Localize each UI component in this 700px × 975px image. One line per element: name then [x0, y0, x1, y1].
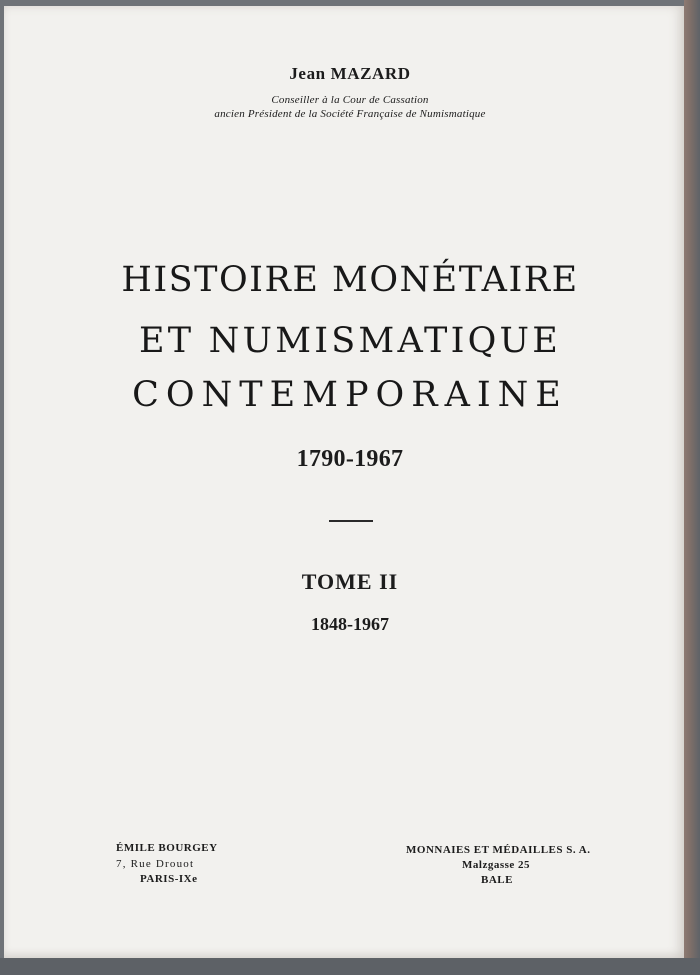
author-affiliation-line-1: Conseiller à la Cour de Cassation	[271, 94, 429, 106]
publisher-paris-city: PARIS-IXe	[140, 873, 198, 885]
publisher-paris-street: 7, Rue Drouot	[116, 858, 195, 870]
title-line-3: CONTEMPORAINE	[132, 375, 568, 415]
volume-period: 1848-1967	[311, 614, 389, 634]
volume-label: TOME II	[301, 569, 399, 594]
scan-background	[0, 958, 700, 975]
title-page	[4, 6, 684, 958]
author-affiliation-line-2: ancien Président de la Société Française de Numismatique	[214, 108, 486, 120]
title-line-1: HISTOIRE MONÉTAIRE	[121, 260, 579, 300]
period-dates: 1790-1967	[296, 446, 404, 472]
publisher-bale-city: BALE	[481, 874, 513, 886]
title-line-2: ET NUMISMATIQUE	[139, 321, 561, 361]
publisher-bale-name: MONNAIES ET MÉDAILLES S. A.	[406, 844, 591, 856]
divider-rule	[329, 520, 373, 522]
book-edge	[684, 0, 700, 975]
publisher-paris-name: ÉMILE BOURGEY	[116, 842, 218, 854]
author-name: Jean MAZARD	[289, 64, 411, 83]
publisher-bale-street: Malzgasse 25	[462, 859, 531, 871]
